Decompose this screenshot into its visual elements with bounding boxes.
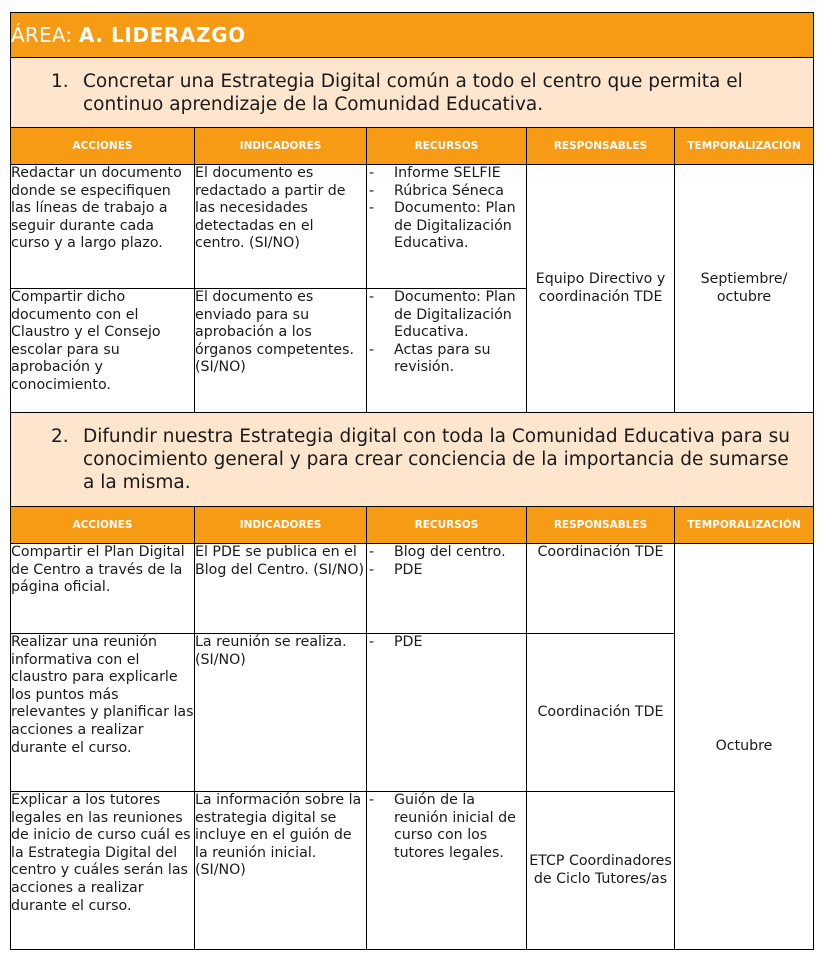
header-responsables: RESPONSABLES: [527, 507, 675, 544]
temporalizacion-cell: Octubre: [675, 544, 814, 950]
recursos-cell: [367, 289, 527, 413]
bullet-dash: -: [369, 289, 375, 305]
recursos-list: [367, 544, 526, 579]
objective-row: [11, 58, 814, 128]
header-recursos: RECURSOS: [367, 507, 527, 544]
objective-text: Difundir nuestra Estrategia digital con toda la Comunidad Educativa para su conocimiento general y para crear conciencia de la importancia de sumarse a la misma.: [83, 426, 790, 493]
responsables-cell: Coordinación TDE: [527, 634, 675, 792]
list-item: - Guión de la reunión inicial de curso con los tutores legales.: [369, 792, 516, 861]
header-indicadores: INDICADORES: [195, 128, 367, 165]
recursos-cell: [367, 792, 527, 950]
recursos-cell: [367, 634, 527, 792]
objective-row: [11, 413, 814, 507]
list-item: - PDE: [369, 634, 423, 650]
objective-number: 2.: [51, 426, 69, 447]
column-header-row: [11, 507, 814, 544]
table-row: [11, 544, 814, 634]
bullet-dash: -: [369, 165, 375, 181]
area-label: ÁREA:: [11, 23, 79, 47]
recursos-list: [367, 634, 526, 652]
objective-number: 1.: [51, 70, 69, 92]
list-item: - Informe SELFIE: [369, 165, 501, 181]
accion-cell: Explicar a los tutores legales en las reuniones de inicio de curso cuál es la Estrategia Digital del centro y cuáles serán las acciones a realizar durante el curso.: [11, 792, 195, 950]
recursos-cell: [367, 544, 527, 634]
header-indicadores: INDICADORES: [195, 507, 367, 544]
header-acciones: ACCIONES: [11, 128, 195, 165]
header-temporalizacion: TEMPORALIZACIÓN: [675, 507, 814, 544]
plan-table: [10, 12, 814, 950]
list-item: - Blog del centro.: [369, 544, 506, 560]
header-temporalizacion: TEMPORALIZACIÓN: [675, 128, 814, 165]
indicador-cell: La reunión se realiza. (SI/NO): [195, 634, 367, 792]
table-row: [11, 165, 814, 289]
plan-document: [10, 12, 813, 950]
list-item: - Rúbrica Séneca: [369, 182, 504, 199]
bullet-dash: -: [369, 561, 375, 578]
indicador-cell: La información sobre la estrategia digital se incluye en el guión de la reunión inicial. (SI/NO): [195, 792, 367, 950]
indicador-cell: El documento es redactado a partir de las necesidades detectadas en el centro. (SI/NO): [195, 165, 367, 289]
accion-cell: Compartir dicho documento con el Claustro y el Consejo escolar para su aprobación y conocimiento.: [11, 289, 195, 413]
list-item: - PDE: [369, 561, 423, 578]
bullet-dash: -: [369, 634, 375, 650]
responsables-cell: ETCP Coordinadores de Ciclo Tutores/as: [527, 792, 675, 950]
indicador-cell: El PDE se publica en el Blog del Centro. (SI/NO): [195, 544, 367, 634]
bullet-dash: -: [369, 200, 375, 217]
accion-cell: Realizar una reunión informativa con el claustro para explicarle los puntos más relevantes y planificar las acciones a realizar durante el curso.: [11, 634, 195, 792]
header-responsables: RESPONSABLES: [527, 128, 675, 165]
bullet-dash: -: [369, 792, 375, 808]
header-recursos: RECURSOS: [367, 128, 527, 165]
column-header-row: [11, 128, 814, 165]
recursos-cell: [367, 165, 527, 289]
objective-cell: [11, 413, 814, 507]
bullet-dash: -: [369, 544, 375, 560]
area-header: [11, 13, 814, 58]
objective-text: Concretar una Estrategia Digital común a todo el centro que permita el continuo aprendizaje de la Comunidad Educativa.: [83, 70, 743, 115]
list-item: - Actas para su revisión.: [369, 341, 491, 376]
recursos-list: [367, 792, 526, 862]
responsables-cell: Coordinación TDE: [527, 544, 675, 634]
list-item: - Documento: Plan de Digitalización Educativa.: [369, 200, 516, 252]
recursos-list: [367, 289, 526, 377]
accion-cell: Compartir el Plan Digital de Centro a través de la página oficial.: [11, 544, 195, 634]
bullet-dash: -: [369, 341, 375, 358]
bullet-dash: -: [369, 182, 375, 199]
temporalizacion-cell: Septiembre/ octubre: [675, 165, 814, 413]
responsables-cell: Equipo Directivo y coordinación TDE: [527, 165, 675, 413]
recursos-list: [367, 165, 526, 253]
header-acciones: ACCIONES: [11, 507, 195, 544]
area-name: A. LIDERAZGO: [78, 23, 246, 47]
list-item: - Documento: Plan de Digitalización Educativa.: [369, 289, 516, 341]
accion-cell: Redactar un documento donde se especifiquen las líneas de trabajo a seguir durante cada curso y a largo plazo.: [11, 165, 195, 289]
area-header-row: [11, 13, 814, 58]
objective-cell: [11, 58, 814, 128]
indicador-cell: El documento es enviado para su aprobación a los órganos competentes. (SI/NO): [195, 289, 367, 413]
